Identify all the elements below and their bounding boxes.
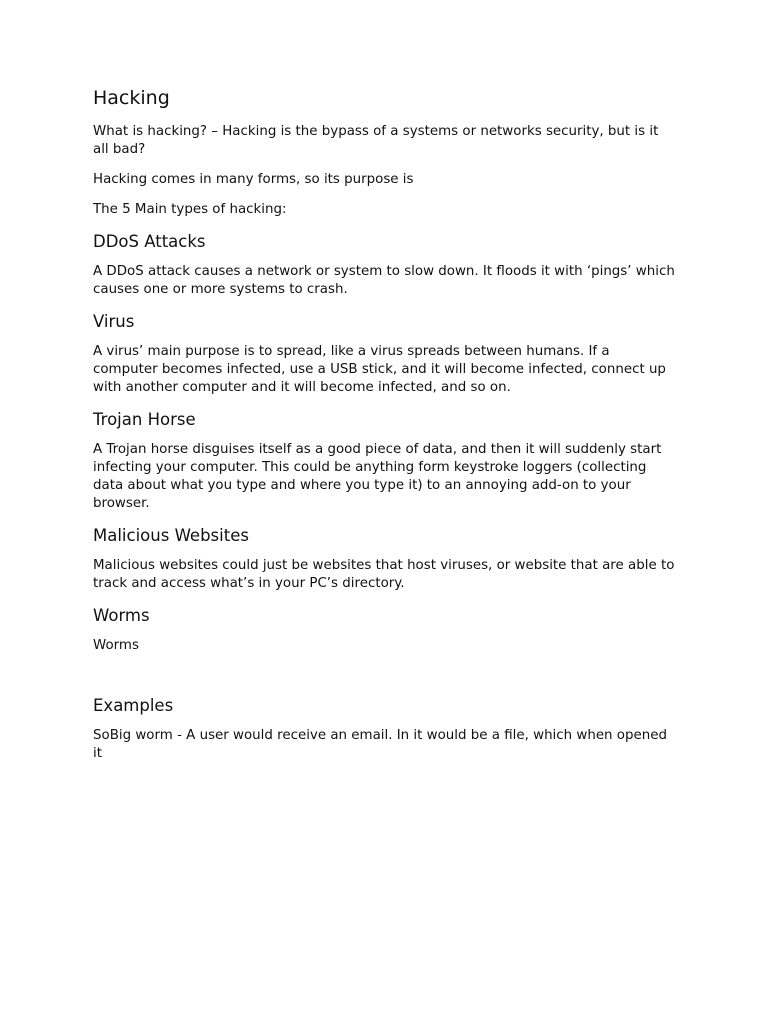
spacer	[93, 667, 678, 695]
intro-paragraph: What is hacking? – Hacking is the bypass of a systems or networks security, but is it all bad?	[93, 124, 659, 157]
document-page	[93, 86, 678, 775]
section-body-examples: SoBig worm - A user would receive an email. In it would be a file, which when opened it	[93, 728, 667, 761]
section-body-virus: A virus’ main purpose is to spread, like a virus spreads between humans. If a computer becomes infected, use a USB stick, and it will become infected, connect up with another computer and it will become infected, and so on.	[93, 344, 666, 395]
section-heading-examples: Examples	[93, 696, 174, 715]
section-heading-ddos: DDoS Attacks	[93, 232, 206, 251]
section-heading-worms: Worms	[93, 606, 150, 625]
section-body-trojan: A Trojan horse disguises itself as a good piece of data, and then it will suddenly start infecting your computer. This could be anything form keystroke loggers (collecting data about what you type and where you type it) to an annoying add-on to your browser.	[93, 442, 662, 511]
section-body-malicious-websites: Malicious websites could just be websites that host viruses, or website that are able to track and access what’s in your PC’s directory.	[93, 558, 675, 591]
intro-paragraph: Hacking comes in many forms, so its purpose is	[93, 172, 414, 187]
section-body-ddos: A DDoS attack causes a network or system to slow down. It floods it with ‘pings’ which causes one or more systems to crash.	[93, 264, 675, 297]
section-heading-virus: Virus	[93, 312, 135, 331]
document-title: Hacking	[93, 87, 170, 109]
section-body-worms: Worms	[93, 638, 139, 653]
section-heading-malicious-websites: Malicious Websites	[93, 526, 249, 545]
intro-paragraph: The 5 Main types of hacking:	[93, 202, 287, 217]
section-heading-trojan: Trojan Horse	[93, 410, 196, 429]
